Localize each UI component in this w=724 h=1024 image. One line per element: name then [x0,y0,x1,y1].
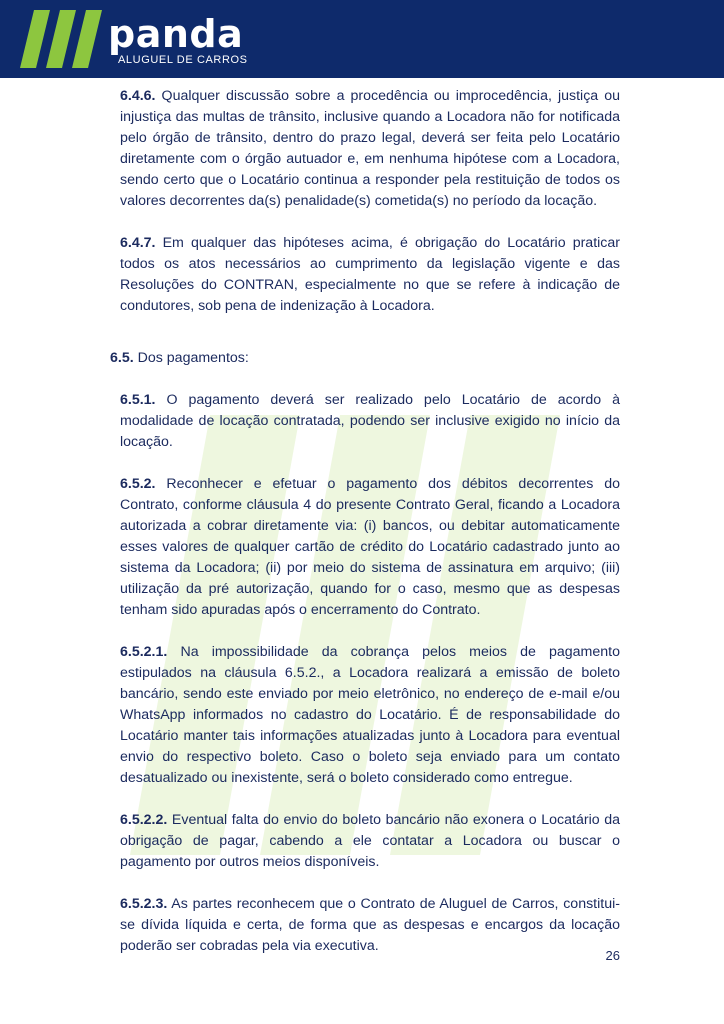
clause-text: O pagamento deverá ser realizado pelo Locatário de acordo à modalidade de locação contratada, podendo ser inclusive exigido no início da locação. [120,392,620,450]
clause-6-4-7 [120,233,620,317]
clause-text: Reconhecer e efetuar o pagamento dos débitos decorrentes do Contrato, conforme cláusula 4 do presente Contrato Geral, ficando a Locadora autorizada a cobrar diretamente via: (i) bancos, ou debitar automaticamente esses valores de qualquer cartão de crédito do Locatário cadastrado junto ao sistema da Locadora; (ii) por meio do sistema de assinatura em arquivo; (iii) utilização da pré autorização, quando for o caso, mesmo que as despesas tenham sido apuradas após o encerramento do Contrato. [120,476,620,618]
panda-logo-stripes-icon [20,10,110,68]
clause-text: As partes reconhecem que o Contrato de Aluguel de Carros, constitui-se dívida líquida e certa, de forma que as despesas e encargos da locação poderão ser cobradas pela via executiva. [120,896,620,954]
clause-number: 6.5.2. [120,476,156,492]
clause-text: Eventual falta do envio do boleto bancário não exonera o Locatário da obrigação de pagar, cabendo a ele contatar a Locadora ou buscar o pagamento por outros meios disponíveis. [120,812,620,870]
section-number: 6.5. [110,350,134,366]
clause-number: 6.5.2.3. [120,896,168,912]
clause-6-5-1 [120,390,620,453]
clause-number: 6.5.1. [120,392,156,408]
clause-text: Em qualquer das hipóteses acima, é obrigação do Locatário praticar todos os atos necessários ao cumprimento da legislação vigente e das Resoluções do CONTRAN, especialmente no que se refere à indicação de condutores, sob pena de indenização à Locadora. [120,235,620,314]
page-header [0,0,724,78]
clause-text: Na impossibilidade da cobrança pelos meios de pagamento estipulados na cláusula 6.5.2., a Locadora realizará a emissão de boleto bancário, sendo este enviado por meio eletrônico, no endereço de e-mail e/ou WhatsApp informados no cadastro do Locatário. É de responsabilidade do Locatário manter tais informações atualizadas junto à Locadora para eventual envio do respectivo boleto. Caso o boleto seja enviado para um contato desatualizado ou inexistente, será o boleto considerado como entregue. [120,644,620,786]
clause-number: 6.4.6. [120,88,156,104]
brand-name: panda [108,12,244,56]
clause-number: 6.5.2.2. [120,812,168,828]
clause-6-4-6 [120,86,620,212]
clause-number: 6.5.2.1. [120,644,168,660]
section-title-text: Dos pagamentos: [133,350,249,366]
clause-6-5-2-3 [120,894,620,957]
clause-number: 6.4.7. [120,235,156,251]
page-number: 26 [605,948,620,963]
section-6-5-title [110,348,620,369]
clause-text: Qualquer discussão sobre a procedência ou improcedência, justiça ou injustiça das multas de trânsito, inclusive quando a Locadora não for notificada pelo órgão de trânsito, dentro do prazo legal, deverá ser feita pelo Locatário diretamente com o órgão autuador e, em nenhuma hipótese com a Locadora, sendo certo que o Locatário continua a responder pela restituição de todos os valores decorrentes da(s) penalidade(s) cometida(s) no período da locação. [120,88,620,209]
clause-6-5-2-1 [120,642,620,789]
clause-6-5-2 [120,474,620,621]
brand-subtitle: ALUGUEL DE CARROS [118,54,248,66]
clause-6-5-2-2 [120,810,620,873]
document-body [110,86,620,957]
